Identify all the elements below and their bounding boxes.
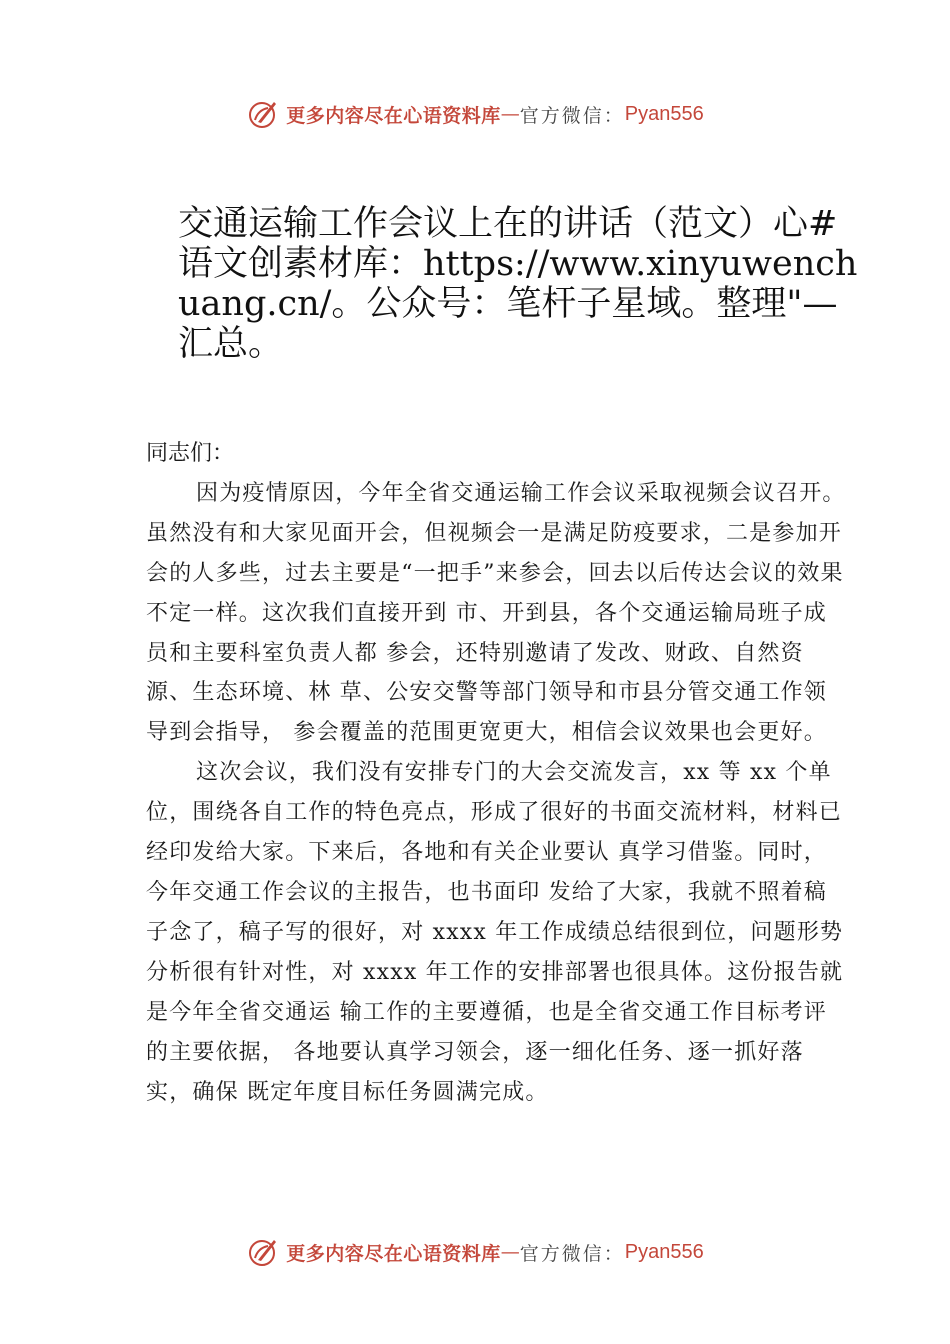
- banner-wechat-id: Pyan556: [624, 1240, 704, 1263]
- paragraph-2: 这次会议，我们没有安排专门的大会交流发言，xx 等 xx 个单位，围绕各自工作的特色亮点，形成了很好的书面交流材料，材料已经印发给大家。下来后，各地和有关企业要认 真学习借鉴。同时，今年交通工作会议的主报告，也书面印 发给了大家，我就不照着稿子念了，稿子写的很好，对 xxxx 年工作成绩总结很到位，问题形势分析很有针对性，对 xxxx 年工作的安排部署也很具体。这份报告就是今年全省交通运 输工作的主要遵循，也是全省交通工作目标考评的主要依据， 各地要认真学习领会，逐一细化任务、逐一抓好落实，确保 既定年度目标任务圆满完成。: [146, 760, 844, 1105]
- banner-text-site: 更多内容尽在心语资料库: [286, 104, 501, 127]
- banner-text-wechat: 官方微信：: [519, 104, 625, 127]
- header-banner: [0, 94, 950, 134]
- footer-banner: [0, 1232, 950, 1272]
- banner-dash: —: [500, 103, 520, 125]
- pen-feather-logo-icon: [246, 96, 282, 132]
- pen-feather-logo-icon: [246, 1234, 282, 1270]
- banner-dash: —: [500, 1241, 520, 1263]
- banner-wechat-id: Pyan556: [624, 102, 704, 125]
- document-body: [146, 434, 846, 1112]
- banner-text-site: 更多内容尽在心语资料库: [286, 1242, 501, 1265]
- salutation: 同志们：: [146, 441, 235, 466]
- paragraph-1: 因为疫情原因，今年全省交通运输工作会议采取视频会议召开。虽然没有和大家见面开会，但视频会一是满足防疫要求，二是参加开会的人多些，过去主要是“一把手”来参会，回去以后传达会议的效果不定一样。这次我们直接开到 市、开到县，各个交通运输局班子成员和主要科室负责人都 参会，还特别邀请了发改、财政、自然资源、生态环境、林 草、公安交警等部门领导和市县分管交通工作领导到会指导， 参会覆盖的范围更宽更大，相信会议效果也会更好。: [146, 480, 846, 746]
- document-title: 交通运输工作会议上在的讲话（范文）心#语文创素材库：https://www.xinyuwenchuang.cn/。公众号：笔杆子星域。整理"—汇总。: [178, 204, 858, 364]
- banner-text-wechat: 官方微信：: [519, 1242, 625, 1265]
